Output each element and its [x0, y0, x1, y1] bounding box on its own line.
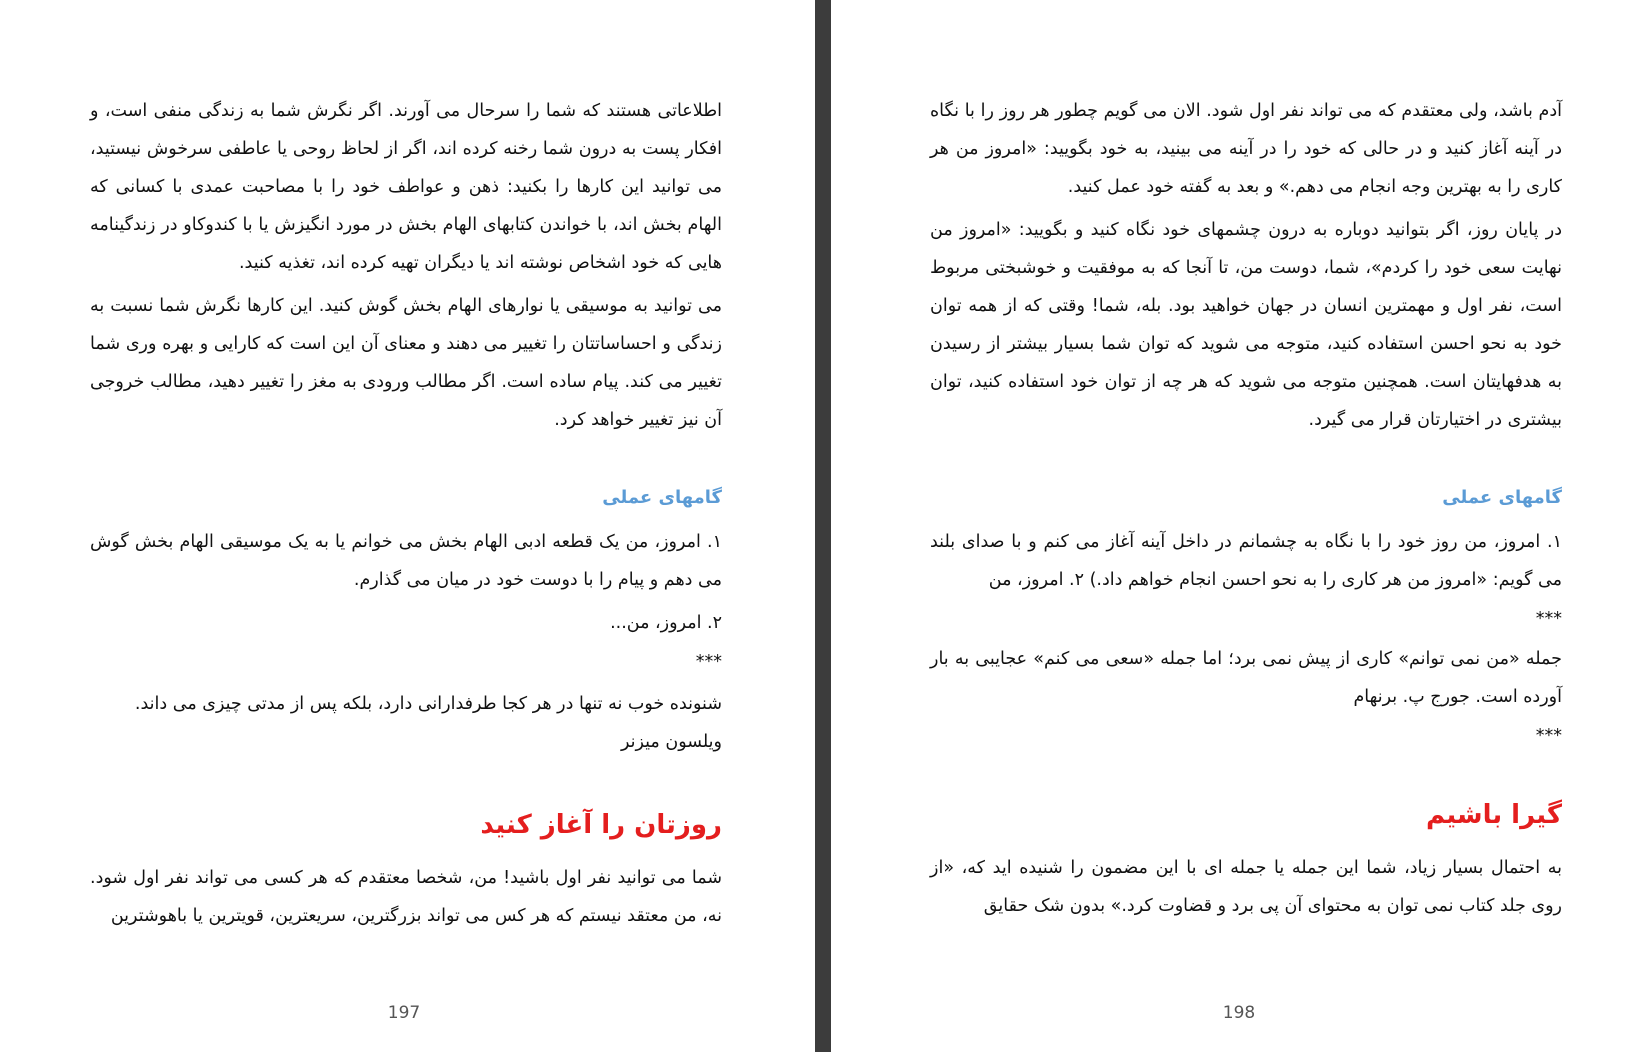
- quote: جمله «من نمی توانم» کاری از پیش نمی برد؛ اما جمله «سعی می کنم» عجایبی به بار آورده است. جورج پ. برنهام: [930, 649, 1562, 707]
- right-page: [831, 0, 1647, 1052]
- left-page: [0, 0, 815, 1052]
- chapter-title: گیرا باشیم: [1426, 800, 1562, 830]
- body-paragraph: آدم باشد، ولی معتقدم که می تواند نفر اول شود. الان می گویم چطور هر روز را با نگاه در آینه آغاز کنید و در حالی که خود را در آینه می بینید، به خود بگویید: «امروز من هر کاری را به بهترین وجه انجام می دهم.» و بعد به گفته خود عمل کنید.: [930, 101, 1562, 197]
- separator: ***: [695, 652, 722, 672]
- page-number: 197: [387, 1003, 421, 1023]
- body-paragraph: اطلاعاتی هستند که شما را سرحال می آورند. اگر نگرش شما به زندگی منفی است، و افکار پست به درون شما رخنه کرده اند، اگر از لحاظ روحی یا عاطفی سرخوش نیستید، می توانید این کارها را بکنید: ذهن و عواطف خود را با مصاحبت عمدی با کسانی که الهام بخش اند، با خواندن کتابهای الهام بخش در مورد انگیزش یا با کندوکاو در زندگینامه هایی که خود اشخاص نوشته اند یا دیگران تهیه کرده اند، تغذیه کنید.: [90, 101, 722, 273]
- left-page-text: [90, 92, 722, 940]
- action-step: ۱. امروز، من روز خود را با نگاه به چشمانم در داخل آینه آغاز می کنم و با صدای بلند می گویم: «امروز من هر کاری را به نحو احسن انجام خواهم داد.) ۲. امروز، من: [930, 532, 1562, 590]
- quote-author: ویلسون میزنر: [620, 732, 722, 752]
- section-subheading: گامهای عملی: [602, 487, 722, 508]
- section-subheading: گامهای عملی: [1442, 487, 1562, 508]
- book-gutter: [815, 0, 831, 1052]
- action-step: ۱. امروز، من یک قطعه ادبی الهام بخش می خوانم یا به یک موسیقی الهام بخش گوش می دهم و پیام را با دوست خود در میان می گذارم.: [90, 532, 722, 590]
- page-number: 198: [1222, 1003, 1256, 1023]
- separator: ***: [1535, 609, 1562, 629]
- quote: [90, 685, 722, 761]
- action-step: ۲. امروز، من...: [610, 613, 722, 633]
- chapter-title: روزتان را آغاز کنید: [480, 810, 722, 840]
- body-paragraph: در پایان روز، اگر بتوانید دوباره به درون چشمهای خود نگاه کنید و بگویید: «امروز من نهایت سعی خود را کردم»، شما، دوست من، تا آنجا که به موفقیت و خوشبختی مربوط است، نفر اول و مهمترین انسان در جهان خواهید بود. بله، شما! وقتی که از همه توان خود به نحو احسن استفاده کنید، متوجه می شوید که توان شما بسیار بیشتر از رسیدن به هدفهایتان است. همچنین متوجه می شوید که هر چه از توان خود استفاده کنید، توان بیشتری در اختیارتان قرار می گیرد.: [930, 220, 1562, 430]
- right-page-text: [930, 92, 1562, 930]
- quote-text: شنونده خوب نه تنها در هر کجا طرفدارانی دارد، بلکه پس از مدتی چیزی می داند.: [134, 694, 722, 714]
- chapter-paragraph: شما می توانید نفر اول باشید! من، شخصا معتقدم که هر کسی می تواند نفر اول شود. نه، من معتقد نیستم که هر کس می تواند بزرگترین، سریعترین، قویترین یا باهوشترین: [90, 868, 722, 926]
- chapter-paragraph: به احتمال بسیار زیاد، شما این جمله یا جمله ای با این مضمون را شنیده اید که، «از روی جلد کتاب نمی توان به محتوای آن پی برد و قضاوت کرد.» بدون شک حقایق: [930, 858, 1562, 916]
- body-paragraph: می توانید به موسیقی یا نوارهای الهام بخش گوش کنید. این کارها نگرش شما نسبت به زندگی و احساساتتان را تغییر می دهند و معنای آن این است که کارایی و بهره وری شما تغییر می کند. پیام ساده است. اگر مطالب ورودی به مغز را تغییر دهید، مطالب خروجی آن نیز تغییر خواهد کرد.: [90, 296, 722, 430]
- separator: ***: [1535, 726, 1562, 746]
